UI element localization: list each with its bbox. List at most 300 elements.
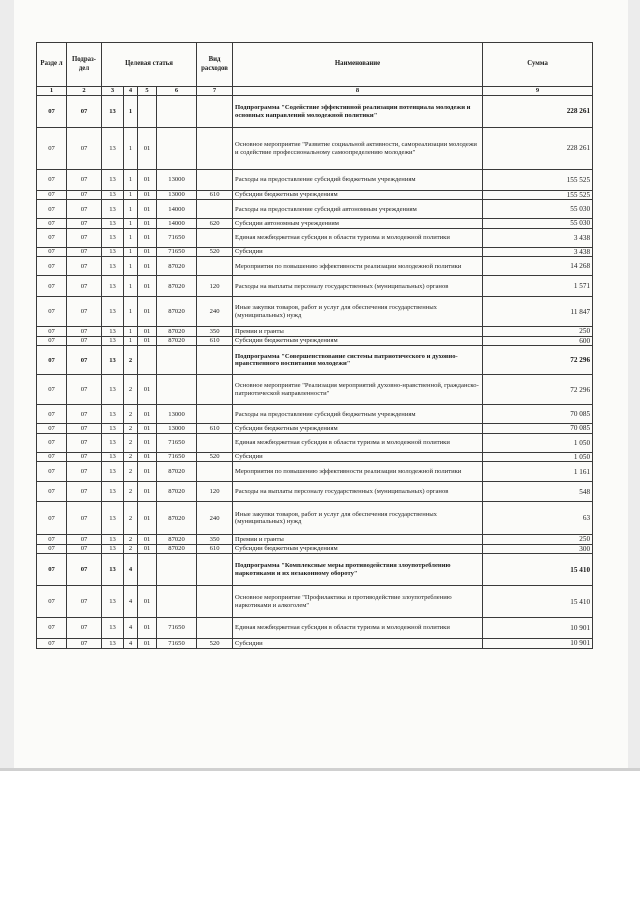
cell-razdel: 07: [37, 336, 67, 345]
cell-podrazdel: 07: [67, 257, 102, 276]
cell-vid: [197, 346, 233, 375]
cell-code-b: 2: [124, 346, 138, 375]
cell-code-b: 2: [124, 424, 138, 433]
cell-vid: 520: [197, 452, 233, 461]
cell-razdel: 07: [37, 424, 67, 433]
cell-code-c: 01: [138, 228, 157, 247]
cell-podrazdel: 07: [67, 405, 102, 424]
cell-sum: 600: [483, 336, 593, 345]
cell-podrazdel: 07: [67, 228, 102, 247]
cell-sum: 70 085: [483, 405, 593, 424]
table-row: [37, 433, 593, 452]
table-row: [37, 462, 593, 482]
cell-name: Субсидии бюджетным учреждениям: [233, 336, 483, 345]
cell-vid: 610: [197, 544, 233, 553]
cell-vid: [197, 586, 233, 618]
cell-podrazdel: 07: [67, 297, 102, 327]
cell-podrazdel: 07: [67, 327, 102, 336]
cell-code-b: 1: [124, 96, 138, 128]
cell-code-c: 01: [138, 327, 157, 336]
cell-code-c: 01: [138, 424, 157, 433]
cell-vid: [197, 433, 233, 452]
cell-razdel: 07: [37, 191, 67, 200]
cell-code-b: 2: [124, 502, 138, 535]
cell-podrazdel: 07: [67, 219, 102, 228]
cell-code-d: 71650: [157, 639, 197, 648]
cell-razdel: 07: [37, 375, 67, 405]
cell-razdel: 07: [37, 452, 67, 461]
table-row: [37, 405, 593, 424]
cell-razdel: 07: [37, 586, 67, 618]
table-row: [37, 191, 593, 200]
cell-podrazdel: 07: [67, 502, 102, 535]
cell-code-c: 01: [138, 452, 157, 461]
table-row: [37, 554, 593, 586]
header-razdel: Разде л: [37, 43, 67, 87]
cell-code-d: 13000: [157, 405, 197, 424]
cell-code-b: 2: [124, 375, 138, 405]
cell-code-b: 1: [124, 257, 138, 276]
cell-razdel: 07: [37, 297, 67, 327]
cell-code-b: 4: [124, 618, 138, 639]
cell-code-d: 13000: [157, 191, 197, 200]
cell-code-c: 01: [138, 257, 157, 276]
cell-razdel: 07: [37, 554, 67, 586]
cell-sum: 300: [483, 544, 593, 553]
table-row: [37, 96, 593, 128]
cell-code-a: 13: [102, 535, 124, 544]
cell-razdel: 07: [37, 433, 67, 452]
cell-razdel: 07: [37, 462, 67, 482]
cell-name: Основное мероприятие "Реализация мероприятий духовно-нравственной, гражданско-патриотической направленности": [233, 375, 483, 405]
cell-name: Подпрограмма "Совершенствование системы патриотического и духовно-нравственного воспитания молодежи": [233, 346, 483, 375]
table-row: [37, 482, 593, 502]
cell-sum: 10 901: [483, 639, 593, 648]
cell-name: Субсидии бюджетным учреждениям: [233, 424, 483, 433]
cell-vid: 610: [197, 424, 233, 433]
cell-code-a: 13: [102, 247, 124, 256]
cell-code-b: 2: [124, 452, 138, 461]
cell-name: Расходы на предоставление субсидий бюджетным учреждениям: [233, 405, 483, 424]
cell-sum: 250: [483, 535, 593, 544]
cell-razdel: 07: [37, 96, 67, 128]
cell-podrazdel: 07: [67, 276, 102, 297]
cell-code-b: 4: [124, 586, 138, 618]
cell-razdel: 07: [37, 544, 67, 553]
table-row: [37, 257, 593, 276]
col-num: 1: [37, 87, 67, 96]
header-podrazdel: Подраз- дел: [67, 43, 102, 87]
cell-podrazdel: 07: [67, 639, 102, 648]
cell-podrazdel: 07: [67, 482, 102, 502]
header-naim: Наименование: [233, 43, 483, 87]
cell-code-c: 01: [138, 535, 157, 544]
cell-razdel: 07: [37, 327, 67, 336]
cell-razdel: 07: [37, 247, 67, 256]
cell-code-d: 87020: [157, 544, 197, 553]
cell-podrazdel: 07: [67, 128, 102, 170]
cell-code-a: 13: [102, 191, 124, 200]
cell-code-b: 4: [124, 639, 138, 648]
cell-name: Мероприятия по повышению эффективности реализации молодежной политики: [233, 257, 483, 276]
cell-name: Расходы на предоставление субсидий автономным учреждениям: [233, 200, 483, 219]
cell-name: Субсидии: [233, 639, 483, 648]
cell-code-d: 71650: [157, 228, 197, 247]
cell-podrazdel: 07: [67, 200, 102, 219]
cell-code-d: 71650: [157, 433, 197, 452]
table-row: [37, 247, 593, 256]
cell-vid: 120: [197, 276, 233, 297]
cell-code-b: 1: [124, 200, 138, 219]
cell-sum: 1 161: [483, 462, 593, 482]
cell-sum: 15 410: [483, 586, 593, 618]
cell-razdel: 07: [37, 502, 67, 535]
cell-name: Иные закупки товаров, работ и услуг для обеспечения государственных (муниципальных) нужд: [233, 502, 483, 535]
table-row: [37, 639, 593, 648]
table-row: [37, 424, 593, 433]
cell-name: Субсидии автономным учреждениям: [233, 219, 483, 228]
cell-sum: 1 571: [483, 276, 593, 297]
cell-code-c: 01: [138, 128, 157, 170]
budget-table: [36, 42, 593, 649]
cell-code-b: 2: [124, 405, 138, 424]
cell-code-b: 1: [124, 327, 138, 336]
cell-vid: [197, 375, 233, 405]
cell-code-d: 87020: [157, 257, 197, 276]
cell-code-a: 13: [102, 462, 124, 482]
cell-sum: 55 030: [483, 219, 593, 228]
cell-vid: 610: [197, 336, 233, 345]
cell-code-a: 13: [102, 424, 124, 433]
cell-code-c: [138, 96, 157, 128]
cell-sum: 250: [483, 327, 593, 336]
cell-code-c: 01: [138, 191, 157, 200]
cell-name: Единая межбюджетная субсидия в области туризма и молодежной политики: [233, 433, 483, 452]
cell-name: Премии и гранты: [233, 327, 483, 336]
col-num: 2: [67, 87, 102, 96]
cell-code-d: [157, 554, 197, 586]
header-vid: Вид расходов: [197, 43, 233, 87]
col-num: 9: [483, 87, 593, 96]
table-row: [37, 535, 593, 544]
cell-code-c: 01: [138, 462, 157, 482]
cell-code-c: 01: [138, 502, 157, 535]
cell-vid: [197, 554, 233, 586]
cell-podrazdel: 07: [67, 96, 102, 128]
cell-code-a: 13: [102, 128, 124, 170]
header-row: [37, 43, 593, 87]
cell-razdel: 07: [37, 219, 67, 228]
cell-code-a: 13: [102, 257, 124, 276]
cell-vid: 520: [197, 247, 233, 256]
col-num: 8: [233, 87, 483, 96]
cell-name: Единая межбюджетная субсидия в области туризма и молодежной политики: [233, 228, 483, 247]
cell-code-b: 1: [124, 228, 138, 247]
cell-code-b: 2: [124, 433, 138, 452]
cell-code-a: 13: [102, 96, 124, 128]
table-row: [37, 346, 593, 375]
cell-name: Расходы на предоставление субсидий бюджетным учреждениям: [233, 170, 483, 191]
cell-podrazdel: 07: [67, 452, 102, 461]
cell-razdel: 07: [37, 170, 67, 191]
cell-podrazdel: 07: [67, 424, 102, 433]
cell-code-d: 87020: [157, 482, 197, 502]
cell-code-c: 01: [138, 618, 157, 639]
cell-vid: 620: [197, 219, 233, 228]
cell-code-b: 1: [124, 336, 138, 345]
cell-code-d: [157, 96, 197, 128]
cell-sum: 3 438: [483, 247, 593, 256]
cell-name: Основное мероприятие "Профилактика и противодействие злоупотреблению наркотиками и алкоголем": [233, 586, 483, 618]
cell-name: Субсидии: [233, 247, 483, 256]
table-row: [37, 452, 593, 461]
cell-code-c: 01: [138, 200, 157, 219]
cell-sum: 15 410: [483, 554, 593, 586]
col-num: 3: [102, 87, 124, 96]
cell-code-a: 13: [102, 405, 124, 424]
cell-code-c: 01: [138, 336, 157, 345]
cell-podrazdel: 07: [67, 346, 102, 375]
cell-code-d: 14000: [157, 200, 197, 219]
cell-vid: 240: [197, 502, 233, 535]
cell-code-c: 01: [138, 219, 157, 228]
table-row: [37, 375, 593, 405]
cell-sum: 55 030: [483, 200, 593, 219]
cell-vid: [197, 462, 233, 482]
col-num: 6: [157, 87, 197, 96]
cell-code-b: 4: [124, 554, 138, 586]
table-row: [37, 170, 593, 191]
cell-sum: 3 438: [483, 228, 593, 247]
cell-code-a: 13: [102, 170, 124, 191]
cell-sum: 72 296: [483, 375, 593, 405]
cell-code-c: 01: [138, 276, 157, 297]
col-num: 4: [124, 87, 138, 96]
cell-vid: [197, 200, 233, 219]
cell-code-a: 13: [102, 544, 124, 553]
table-row: [37, 544, 593, 553]
blank-area: [0, 771, 640, 905]
cell-name: Иные закупки товаров, работ и услуг для обеспечения государственных (муниципальных) нужд: [233, 297, 483, 327]
cell-code-d: 87020: [157, 502, 197, 535]
cell-vid: [197, 170, 233, 191]
cell-sum: 155 525: [483, 191, 593, 200]
cell-vid: 520: [197, 639, 233, 648]
cell-code-d: [157, 128, 197, 170]
cell-code-c: [138, 554, 157, 586]
cell-code-a: 13: [102, 336, 124, 345]
table-body: [37, 96, 593, 649]
header-summa: Сумма: [483, 43, 593, 87]
cell-code-d: [157, 346, 197, 375]
header-tselevaya: Целевая статья: [102, 43, 197, 87]
cell-razdel: 07: [37, 257, 67, 276]
cell-code-d: 13000: [157, 424, 197, 433]
table-row: [37, 618, 593, 639]
cell-podrazdel: 07: [67, 247, 102, 256]
table-row: [37, 336, 593, 345]
cell-code-a: 13: [102, 297, 124, 327]
cell-vid: [197, 228, 233, 247]
cell-code-b: 1: [124, 276, 138, 297]
cell-razdel: 07: [37, 228, 67, 247]
cell-code-a: 13: [102, 200, 124, 219]
cell-code-d: 87020: [157, 297, 197, 327]
cell-code-a: 13: [102, 554, 124, 586]
cell-code-b: 2: [124, 535, 138, 544]
table-row: [37, 297, 593, 327]
cell-sum: 70 085: [483, 424, 593, 433]
cell-name: Подпрограмма "Содействие эффективной реализации потенциала молодежи и основных направлений молодежной политики": [233, 96, 483, 128]
cell-razdel: 07: [37, 200, 67, 219]
cell-sum: 1 050: [483, 452, 593, 461]
cell-code-d: 87020: [157, 535, 197, 544]
cell-name: Мероприятия по повышению эффективности реализации молодежной политики: [233, 462, 483, 482]
cell-sum: 11 847: [483, 297, 593, 327]
cell-code-c: 01: [138, 247, 157, 256]
cell-code-b: 1: [124, 247, 138, 256]
cell-podrazdel: 07: [67, 535, 102, 544]
cell-name: Расходы на выплаты персоналу государственных (муниципальных) органов: [233, 482, 483, 502]
cell-code-c: 01: [138, 639, 157, 648]
cell-podrazdel: 07: [67, 586, 102, 618]
cell-code-c: 01: [138, 544, 157, 553]
cell-code-a: 13: [102, 586, 124, 618]
cell-podrazdel: 07: [67, 544, 102, 553]
cell-sum: 228 261: [483, 96, 593, 128]
cell-code-c: 01: [138, 433, 157, 452]
cell-vid: [197, 257, 233, 276]
column-number-row: [37, 87, 593, 96]
cell-vid: [197, 618, 233, 639]
cell-code-a: 13: [102, 346, 124, 375]
cell-code-a: 13: [102, 375, 124, 405]
cell-code-c: 01: [138, 482, 157, 502]
cell-razdel: 07: [37, 346, 67, 375]
cell-razdel: 07: [37, 405, 67, 424]
cell-code-b: 1: [124, 170, 138, 191]
cell-code-a: 13: [102, 433, 124, 452]
cell-code-d: [157, 375, 197, 405]
cell-code-a: 13: [102, 502, 124, 535]
cell-code-d: 13000: [157, 170, 197, 191]
cell-code-d: 14000: [157, 219, 197, 228]
cell-sum: 10 901: [483, 618, 593, 639]
table-row: [37, 586, 593, 618]
table-row: [37, 219, 593, 228]
cell-name: Расходы на выплаты персоналу государственных (муниципальных) органов: [233, 276, 483, 297]
cell-code-a: 13: [102, 482, 124, 502]
cell-sum: 228 261: [483, 128, 593, 170]
cell-name: Подпрограмма "Комплексные меры противодействия злоупотреблению наркотиками и их незаконному обороту": [233, 554, 483, 586]
table-row: [37, 502, 593, 535]
table-row: [37, 327, 593, 336]
cell-razdel: 07: [37, 535, 67, 544]
cell-sum: 14 268: [483, 257, 593, 276]
cell-code-c: 01: [138, 170, 157, 191]
cell-code-b: 1: [124, 219, 138, 228]
cell-code-d: 87020: [157, 462, 197, 482]
cell-sum: 72 296: [483, 346, 593, 375]
cell-name: Субсидии бюджетным учреждениям: [233, 191, 483, 200]
cell-podrazdel: 07: [67, 336, 102, 345]
cell-sum: 63: [483, 502, 593, 535]
table-row: [37, 128, 593, 170]
cell-code-b: 2: [124, 482, 138, 502]
cell-code-d: 87020: [157, 276, 197, 297]
cell-razdel: 07: [37, 639, 67, 648]
cell-code-b: 1: [124, 128, 138, 170]
cell-razdel: 07: [37, 618, 67, 639]
cell-vid: 120: [197, 482, 233, 502]
cell-sum: 155 525: [483, 170, 593, 191]
cell-vid: [197, 405, 233, 424]
cell-vid: [197, 128, 233, 170]
cell-razdel: 07: [37, 482, 67, 502]
cell-code-c: 01: [138, 586, 157, 618]
col-num: 5: [138, 87, 157, 96]
cell-sum: 1 050: [483, 433, 593, 452]
cell-podrazdel: 07: [67, 462, 102, 482]
cell-code-b: 1: [124, 191, 138, 200]
cell-vid: [197, 96, 233, 128]
cell-name: Основное мероприятие "Развитие социальной активности, самореализации молодежи и содействие профессиональному самоопределению молодежи": [233, 128, 483, 170]
cell-code-b: 1: [124, 297, 138, 327]
cell-razdel: 07: [37, 128, 67, 170]
cell-vid: 350: [197, 327, 233, 336]
cell-code-d: 71650: [157, 452, 197, 461]
cell-vid: 610: [197, 191, 233, 200]
table-row: [37, 200, 593, 219]
cell-podrazdel: 07: [67, 191, 102, 200]
cell-vid: 350: [197, 535, 233, 544]
cell-code-c: 01: [138, 297, 157, 327]
cell-name: Единая межбюджетная субсидия в области туризма и молодежной политики: [233, 618, 483, 639]
cell-podrazdel: 07: [67, 554, 102, 586]
cell-podrazdel: 07: [67, 618, 102, 639]
cell-name: Премии и гранты: [233, 535, 483, 544]
cell-razdel: 07: [37, 276, 67, 297]
cell-code-a: 13: [102, 639, 124, 648]
cell-podrazdel: 07: [67, 375, 102, 405]
cell-code-a: 13: [102, 327, 124, 336]
cell-code-d: [157, 586, 197, 618]
cell-code-a: 13: [102, 452, 124, 461]
cell-sum: 548: [483, 482, 593, 502]
cell-code-c: 01: [138, 375, 157, 405]
cell-podrazdel: 07: [67, 170, 102, 191]
cell-vid: 240: [197, 297, 233, 327]
cell-code-d: 87020: [157, 336, 197, 345]
table-row: [37, 276, 593, 297]
cell-code-b: 2: [124, 462, 138, 482]
cell-code-a: 13: [102, 618, 124, 639]
cell-code-a: 13: [102, 219, 124, 228]
cell-code-a: 13: [102, 228, 124, 247]
cell-name: Субсидии бюджетным учреждениям: [233, 544, 483, 553]
col-num: 7: [197, 87, 233, 96]
cell-code-d: 87020: [157, 327, 197, 336]
table-row: [37, 228, 593, 247]
cell-name: Субсидии: [233, 452, 483, 461]
cell-code-c: [138, 346, 157, 375]
cell-code-d: 71650: [157, 247, 197, 256]
cell-code-d: 71650: [157, 618, 197, 639]
cell-code-c: 01: [138, 405, 157, 424]
cell-podrazdel: 07: [67, 433, 102, 452]
cell-code-b: 2: [124, 544, 138, 553]
cell-code-a: 13: [102, 276, 124, 297]
